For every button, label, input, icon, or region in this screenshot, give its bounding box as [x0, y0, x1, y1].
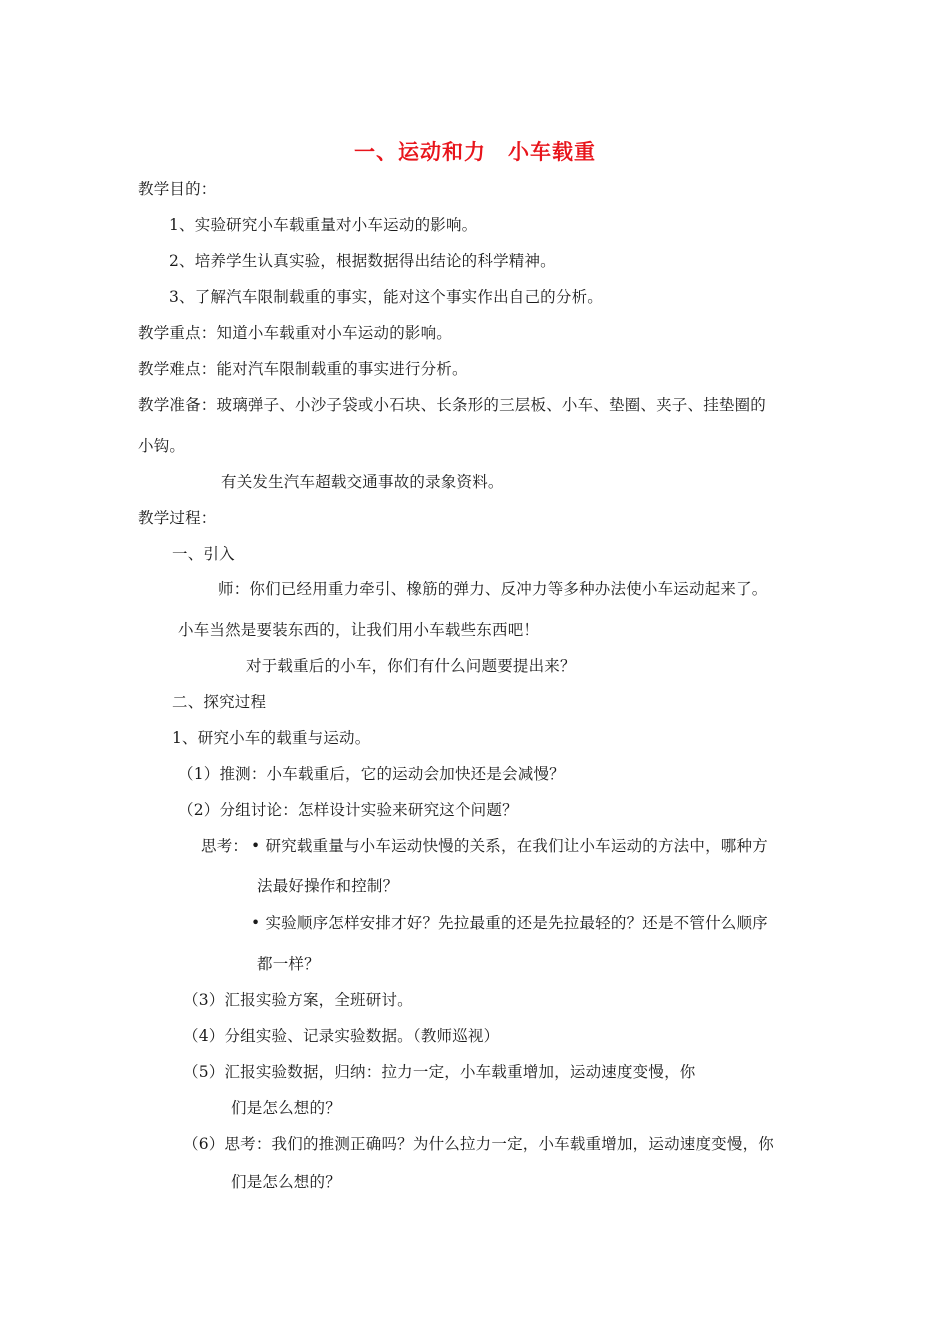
goals-heading: 教学目的： [138, 180, 217, 198]
think-2-line-2: 都一样？ [257, 955, 320, 973]
think-2-line-1: • 实验顺序怎样安排才好？先拉最重的还是先拉最轻的？还是不管什么顺序 [251, 914, 768, 932]
title-part-1: 一、运动和力 [354, 140, 486, 164]
teacher-line-2: 小车当然是要装东西的，让我们用小车载些东西吧！ [178, 621, 540, 639]
key-point: 教学重点：知道小车载重对小车运动的影响。 [138, 324, 453, 342]
teacher-line-3: 对于载重后的小车，你们有什么问题要提出来？ [246, 657, 576, 675]
teacher-line-1: 师：你们已经用重力牵引、橡筋的弹力、反冲力等多种办法使小车运动起来了。 [218, 580, 768, 598]
difficulty: 教学难点：能对汽车限制载重的事实进行分析。 [138, 360, 468, 378]
goal-item-3: 3、了解汽车限制载重的事实，能对这个事实作出自己的分析。 [169, 288, 603, 306]
think-label: 思考： [201, 837, 249, 855]
goal-item-2: 2、培养学生认真实验，根据数据得出结论的科学精神。 [169, 252, 556, 270]
intro-heading: 一、引入 [172, 545, 235, 563]
step-6-line-1: （6）思考：我们的推测正确吗？为什么拉力一定，小车载重增加，运动速度变慢，你 [183, 1135, 774, 1153]
title-part-2: 小车载重 [508, 140, 596, 164]
step-2: （2）分组讨论：怎样设计实验来研究这个问题？ [178, 801, 518, 819]
page-title [0, 138, 950, 166]
goal-item-1: 1、实验研究小车载重量对小车运动的影响。 [169, 216, 478, 234]
think-1-line-2: 法最好操作和控制？ [257, 877, 399, 895]
step-6-line-2: 们是怎么想的？ [231, 1173, 341, 1191]
preparation-line-2: 小钩。 [138, 437, 186, 455]
step-5-line-2: 们是怎么想的？ [231, 1099, 341, 1117]
preparation-line-1: 教学准备：玻璃弹子、小沙子袋或小石块、长条形的三层板、小车、垫圈、夹子、挂垫圈的 [138, 396, 767, 414]
study-heading: 1、研究小车的载重与运动。 [172, 729, 371, 747]
think-1-line-1: • 研究载重量与小车运动快慢的关系，在我们让小车运动的方法中，哪种方 [251, 837, 768, 855]
explore-heading: 二、探究过程 [172, 693, 267, 711]
preparation-line-3: 有关发生汽车超载交通事故的录象资料。 [221, 473, 504, 491]
step-5-line-1: （5）汇报实验数据，归纳：拉力一定，小车载重增加，运动速度变慢，你 [183, 1063, 696, 1081]
step-1: （1）推测：小车载重后，它的运动会加快还是会减慢？ [178, 765, 565, 783]
process-heading: 教学过程： [138, 509, 217, 527]
step-3: （3）汇报实验方案，全班研讨。 [183, 991, 413, 1009]
step-4: （4）分组实验、记录实验数据。（教师巡视） [183, 1027, 500, 1045]
